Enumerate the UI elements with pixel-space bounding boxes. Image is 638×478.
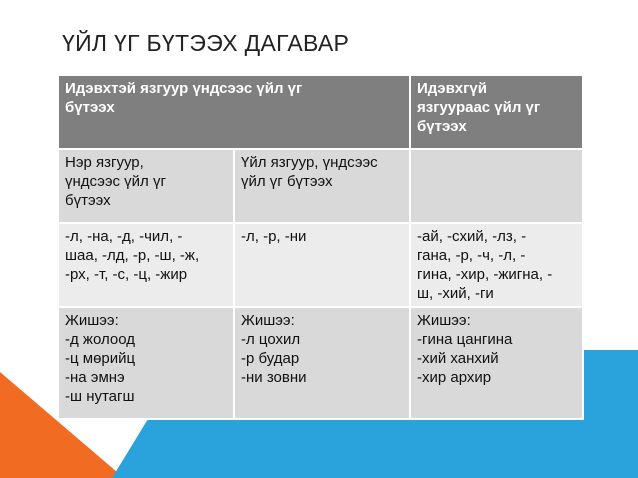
table-row (58, 149, 583, 223)
cell-verb-root: Үйл язгуур, үндсээс үйл үг бүтээх (234, 149, 410, 223)
cell-noun-examples: Жишээ: -д жолоод -ц мөрийц -на эмнэ -ш нутагш (58, 307, 234, 419)
cell-empty (410, 149, 583, 223)
header-active-root: Идэвхтэй язгуур үндсээс үйл үг бүтээх (58, 75, 410, 149)
cell-noun-suffixes: -л, -на, -д, -чил, - шаа, -лд, -р, -ш, -ж, -рх, -т, -с, -ц, -жир (58, 223, 234, 307)
cell-passive-suffixes: -ай, -схий, -лз, - гана, -р, -ч, -л, - гина, -хир, -жигна, - ш, -хий, -ги (410, 223, 583, 307)
cell-verb-examples: Жишээ: -л цохил -р будар -ни зовни (234, 307, 410, 419)
slide-title: ҮЙЛ ҮГ БҮТЭЭХ ДАГАВАР (62, 30, 350, 56)
cell-verb-suffixes: -л, -р, -ни (234, 223, 410, 307)
cell-noun-root: Нэр язгуур, үндсээс үйл үг бүтээх (58, 149, 234, 223)
header-passive-root: Идэвхгүй язгуураас үйл үг бүтээх (410, 75, 583, 149)
table-row (58, 223, 583, 307)
cell-passive-examples: Жишээ: -гина цангина -хий ханхий -хир архир (410, 307, 583, 419)
table-header-row (58, 75, 583, 149)
suffix-table (57, 74, 584, 420)
table-row (58, 307, 583, 419)
